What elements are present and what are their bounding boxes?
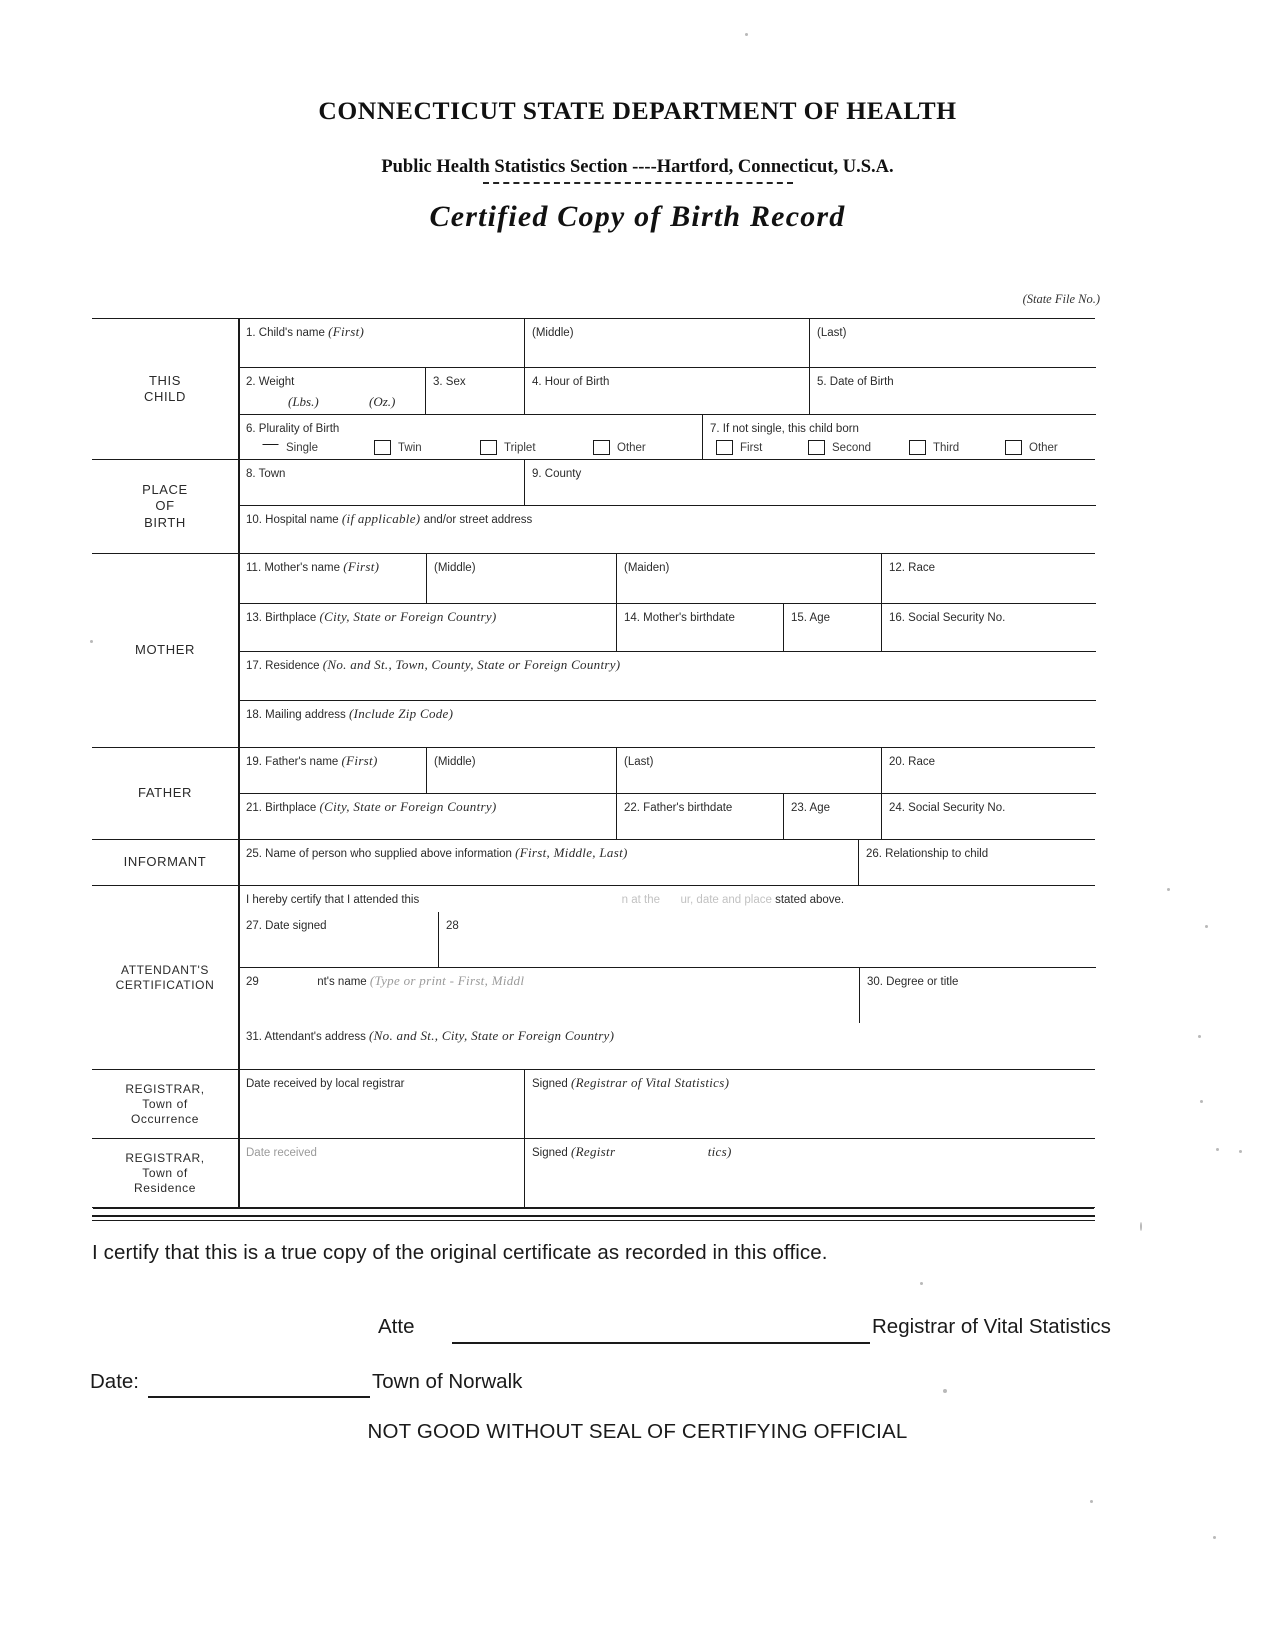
field-mother-residence[interactable]: 17. Residence (No. and St., Town, County, State or Foreign Country) (246, 657, 621, 672)
field-father-ssn[interactable]: 24. Social Security No. (889, 802, 1006, 814)
document-header (0, 0, 1275, 234)
field-mother-race[interactable]: 12. Race (889, 562, 936, 574)
checkbox-icon (716, 440, 733, 455)
field-mother-ssn[interactable]: 16. Social Security No. (889, 612, 1006, 624)
field-child-name-middle[interactable]: (Middle) (525, 319, 810, 367)
section-label-informant: INFORMANT (123, 854, 207, 870)
checkbox-icon (909, 440, 926, 455)
field-residence-signed[interactable]: Signed (Registr tics) (532, 1144, 732, 1159)
checkbox-plurality-other[interactable]: Other (593, 440, 646, 455)
date-input-line[interactable] (148, 1396, 370, 1398)
field-informant-name[interactable]: 25. Name of person who supplied above information (First, Middle, Last) (239, 840, 859, 885)
state-file-no-label: (State File No.) (1022, 292, 1100, 306)
scan-speckle (745, 33, 748, 36)
field-mother-name-middle[interactable]: (Middle) (427, 554, 617, 603)
date-label: Date: (90, 1370, 139, 1393)
department-title: CONNECTICUT STATE DEPARTMENT OF HEALTH (318, 96, 957, 125)
field-father-name-middle[interactable]: (Middle) (427, 748, 617, 793)
registrar-signature-line[interactable] (452, 1342, 870, 1344)
field-mother-name-maiden[interactable]: (Maiden) (617, 554, 882, 603)
section-informant (92, 839, 1095, 885)
scan-speckle (1167, 888, 1170, 891)
scan-speckle (920, 1282, 923, 1285)
field-father-age[interactable]: 23. Age (784, 794, 882, 839)
field-residence-date-received[interactable]: Date received (239, 1139, 525, 1207)
section-attendant-certification (92, 885, 1095, 1069)
field-occurrence-signed[interactable]: Signed (Registrar of Vital Statistics) (532, 1075, 730, 1090)
section-label-attendant: ATTENDANT'S CERTIFICATION (115, 962, 215, 992)
section-label-registrar-residence: REGISTRAR, Town of Residence (125, 1150, 205, 1195)
checkbox-order-third[interactable]: Third (909, 440, 1005, 455)
field-mother-mailing-address[interactable]: 18. Mailing address (Include Zip Code) (246, 706, 454, 721)
section-label-father: FATHER (138, 785, 192, 801)
field-hour-of-birth[interactable]: 4. Hour of Birth (525, 368, 810, 414)
section-registrar-residence (92, 1138, 1095, 1208)
checkbox-icon (262, 444, 279, 451)
field-informant-relationship[interactable]: 26. Relationship to child (866, 848, 989, 860)
true-copy-certification: I certify that this is a true copy of the original certificate as recorded in this office. (92, 1241, 828, 1264)
attendant-certify-statement: I hereby certify that I attended this n at the ur, date and place stated above. (246, 894, 845, 906)
scan-speckle (1213, 1536, 1216, 1539)
scan-speckle (90, 640, 93, 643)
scan-speckle (943, 1389, 947, 1393)
town-label: Town of Norwalk (372, 1370, 523, 1393)
statistics-section-line: Public Health Statistics Section ----Hartford, Connecticut, U.S.A. (381, 157, 894, 177)
field-child-sex[interactable]: 3. Sex (426, 368, 525, 414)
field-birth-town[interactable]: 8. Town (239, 460, 525, 505)
scan-speckle (1200, 1100, 1203, 1103)
checkbox-plurality-single[interactable]: Single (262, 442, 374, 454)
field-mother-birthdate[interactable]: 14. Mother's birthdate (617, 604, 784, 651)
birth-record-form (92, 318, 1095, 1208)
checkbox-order-first[interactable]: First (716, 440, 808, 455)
scan-speckle (1216, 1148, 1219, 1151)
field-birth-county[interactable]: 9. County (532, 468, 582, 480)
section-mother (92, 553, 1095, 747)
scan-speckle (1198, 1035, 1201, 1038)
section-father (92, 747, 1095, 839)
field-birth-order: 7. If not single, this child born First Second Third Other (710, 423, 1058, 454)
checkbox-icon (593, 440, 610, 455)
checkbox-icon (808, 440, 825, 455)
certificate-title: Certified Copy of Birth Record (429, 200, 846, 233)
field-father-birthdate[interactable]: 22. Father's birthdate (617, 794, 784, 839)
checkbox-order-other[interactable]: Other (1005, 440, 1058, 455)
field-hospital-name[interactable]: 10. Hospital name (if applicable) and/or street address (246, 511, 533, 526)
scan-speckle (1140, 1222, 1142, 1231)
checkbox-plurality-twin[interactable]: Twin (374, 440, 480, 455)
dashed-divider (483, 182, 793, 184)
field-attendant-date-signed[interactable]: 27. Date signed (239, 912, 439, 967)
field-attendant-signature[interactable]: 28 (446, 920, 459, 932)
section-label-place-of-birth: PLACE OF BIRTH (142, 482, 188, 530)
field-plurality-of-birth: 6. Plurality of Birth Single Twin Triplet Other (239, 415, 703, 459)
no-seal-notice: NOT GOOD WITHOUT SEAL OF CERTIFYING OFFICIAL (367, 1420, 908, 1443)
field-father-birthplace[interactable]: 21. Birthplace (City, State or Foreign Country) (239, 794, 617, 839)
scan-speckle (1205, 925, 1208, 928)
section-this-child (92, 318, 1095, 459)
field-father-race[interactable]: 20. Race (889, 756, 936, 768)
field-mother-name-first[interactable]: 11. Mother's name (First) (239, 554, 427, 603)
field-father-name-last[interactable]: (Last) (617, 748, 882, 793)
checkbox-order-second[interactable]: Second (808, 440, 909, 455)
field-father-name-first[interactable]: 19. Father's name (First) (239, 748, 427, 793)
field-mother-birthplace[interactable]: 13. Birthplace (City, State or Foreign Country) (239, 604, 617, 651)
checkbox-icon (374, 440, 391, 455)
field-date-of-birth[interactable]: 5. Date of Birth (817, 376, 894, 388)
field-mother-age[interactable]: 15. Age (784, 604, 882, 651)
checkbox-icon (480, 440, 497, 455)
section-label-registrar-occurrence: REGISTRAR, Town of Occurrence (125, 1081, 205, 1126)
registrar-title-label: Registrar of Vital Statistics (872, 1315, 1111, 1338)
footer-divider-top (92, 1215, 1095, 1217)
field-occurrence-date-received[interactable]: Date received by local registrar (239, 1070, 525, 1138)
section-label-mother: MOTHER (135, 642, 195, 658)
section-label-this-child: THIS CHILD (143, 372, 186, 404)
field-child-name-last[interactable]: (Last) (817, 327, 847, 339)
checkbox-icon (1005, 440, 1022, 455)
footer-divider-bottom (92, 1220, 1095, 1221)
field-attendant-name[interactable]: 29 nt's name (Type or print - First, Middl (246, 973, 525, 988)
section-registrar-occurrence (92, 1069, 1095, 1138)
field-child-name-first[interactable]: 1. Child's name (First) (239, 319, 525, 367)
section-place-of-birth (92, 459, 1095, 553)
field-attendant-address[interactable]: 31. Attendant's address (No. and St., City, State or Foreign Country) (246, 1028, 615, 1043)
checkbox-plurality-triplet[interactable]: Triplet (480, 440, 593, 455)
scan-speckle (1090, 1500, 1093, 1503)
field-child-weight[interactable]: 2. Weight (Lbs.) (Oz.) (239, 368, 426, 414)
scan-speckle (1239, 1150, 1242, 1153)
attest-label: Atte (378, 1315, 415, 1338)
field-attendant-degree[interactable]: 30. Degree or title (859, 968, 1096, 1023)
